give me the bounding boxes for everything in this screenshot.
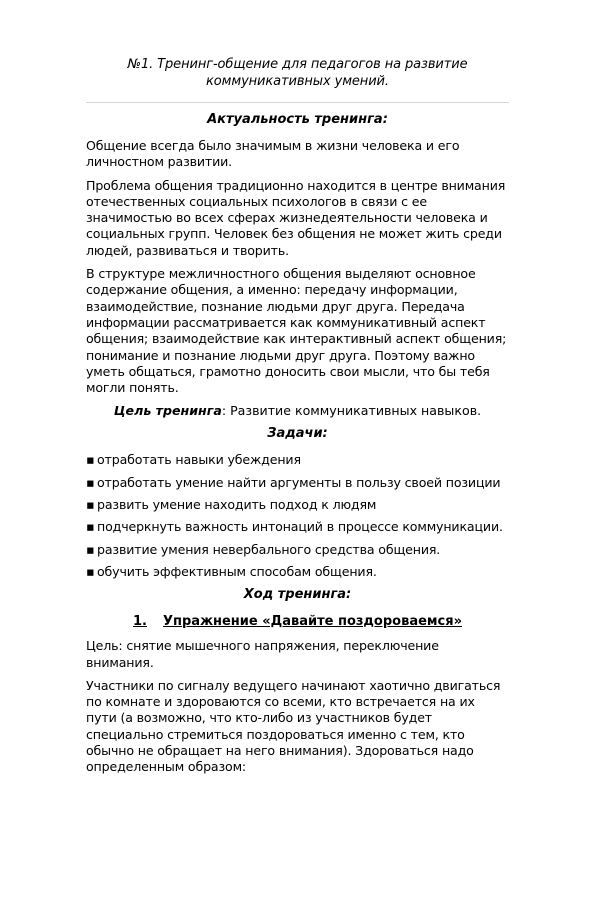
exercise-name: Упражнение «Давайте поздороваемся» — [162, 614, 462, 630]
exercise-number: 1. — [133, 614, 147, 630]
paragraph: Общение всегда было значимым в жизни человека и его личностном развитии. — [86, 138, 460, 170]
list-item: ▪ развить умение находить подход к людям — [86, 497, 377, 513]
exercise-title — [86, 613, 509, 630]
bullet-icon: ▪ — [86, 497, 95, 513]
bullet-icon: ▪ — [86, 519, 95, 535]
bullet-icon: ▪ — [86, 541, 95, 557]
course-heading: Ход тренинга: — [243, 587, 352, 603]
list-item: ▪ подчеркнуть важность интонаций в процессе коммуникации. — [86, 519, 503, 535]
document-page — [0, 56, 595, 898]
list-item: ▪ отработать навыки убеждения — [86, 452, 301, 468]
list-item: ▪ обучить эффективным способам общения. — [86, 563, 377, 579]
list-item: ▪ развитие умения невербального средства общения. — [86, 541, 441, 557]
tasks-list — [86, 452, 509, 580]
relevance-heading: Актуальность тренинга: — [207, 112, 388, 127]
divider — [86, 102, 509, 103]
paragraph: Участники по сигналу ведущего начинают хаотично двигаться по комнате и здороваются со всеми, кто встречается на их пути (а возможно, что кто-либо из участников будет специально стремиться поздороваться именно с тем, кто обычно не обращает на него внимания). Здороваться надо определенным образом: — [86, 677, 501, 775]
list-item: ▪ отработать умение найти аргументы в пользу своей позиции — [86, 474, 501, 490]
paragraph: Проблема общения традиционно находится в центре внимания отечественных социальных психологов в связи с ее значимостью во всех сферах жизнедеятельности человека и социальных групп. Человек без общения не может жить среди людей, развиваться и творить. — [86, 177, 506, 258]
bullet-icon: ▪ — [86, 563, 95, 579]
goal-label: Цель тренинга — [113, 403, 222, 419]
paragraph: Цель: снятие мышечного напряжения, переключение внимания. — [86, 638, 439, 670]
goal-text: : Развитие коммуникативных навыков. — [221, 403, 482, 419]
document-title: №1. Тренинг-общение для педагогов на развитие коммуникативных умений. — [127, 57, 468, 89]
bullet-icon: ▪ — [86, 474, 95, 490]
paragraph: В структуре межличностного общения выделяют основное содержание общения, а именно: передачу информации, взаимодействие, познание людьми друг друга. Передача информации рассматривается как коммуникативный аспект общения; взаимодействие как интерактивный аспект общения; понимание и познание людьми друг друга. Поэтому важно уметь общаться, грамотно доносить свои мысли, что бы тебя могли понять. — [86, 266, 507, 396]
bullet-icon: ▪ — [86, 452, 95, 468]
tasks-heading: Задачи: — [267, 426, 328, 442]
training-goal — [86, 403, 509, 419]
